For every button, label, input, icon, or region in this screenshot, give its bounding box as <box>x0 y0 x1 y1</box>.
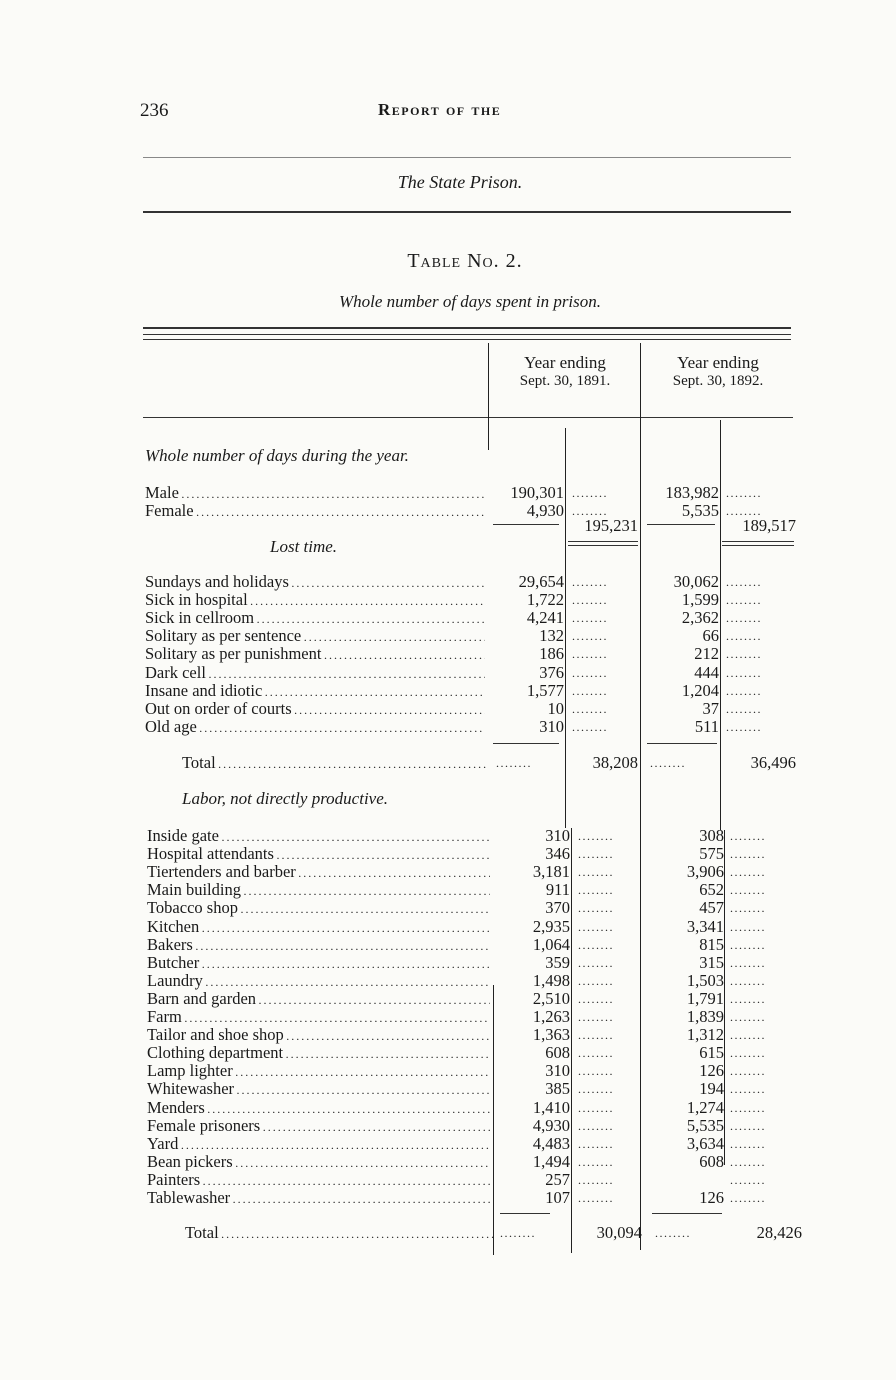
value-1892: 511 <box>694 716 719 736</box>
value-1891: 2,935 <box>532 916 570 936</box>
table-row <box>0 845 896 863</box>
leader-dots: ........ <box>730 1064 766 1079</box>
leader-dots: ........ <box>726 575 762 589</box>
row-label: Lamp lighter . . . <box>147 1062 490 1081</box>
leader-dots: ........ <box>572 665 608 680</box>
row-label: Tiertenders and barber . . . <box>147 863 490 882</box>
value-1892: 1,503 <box>686 970 724 990</box>
col-1892-heading <box>643 353 793 391</box>
leader-dots: ........ <box>572 701 608 716</box>
leader-dots: ........ <box>730 991 766 1006</box>
leader-dots: ........ <box>572 719 608 734</box>
leader-dots: ........ <box>730 1028 766 1043</box>
leader-dots: ........ <box>578 1010 614 1024</box>
leader-dots: ........ <box>572 575 608 589</box>
value-1892: 2,362 <box>681 608 719 628</box>
col-1892-heading-line1: Year ending <box>677 353 759 372</box>
value-1891: 370 <box>545 898 570 918</box>
table-row <box>0 1080 896 1098</box>
table-title: Table No. 2. <box>407 250 523 272</box>
value-1892: 66 <box>702 626 719 646</box>
leader-dots: ........ <box>500 1226 536 1240</box>
value-1891: 310 <box>539 716 564 736</box>
table-row <box>0 682 896 700</box>
leader-dots: ........ <box>578 991 614 1006</box>
value-1891: 29,654 <box>518 572 564 591</box>
leader-dots: ........ <box>730 865 766 880</box>
leader-dots: ........ <box>578 1136 614 1151</box>
leader-dots: ........ <box>730 847 766 862</box>
leader-dots: ........ <box>655 1226 691 1240</box>
leader-dots: ........ <box>726 647 762 662</box>
leader-dots: ........ <box>726 611 762 626</box>
section-labor-heading: Labor, not directly productive. <box>182 789 389 808</box>
table-row <box>0 1062 896 1080</box>
table-row <box>0 972 896 990</box>
leader-dots: ........ <box>572 593 608 608</box>
value-1892: 444 <box>694 662 719 682</box>
leader-dots: ........ <box>730 1154 766 1169</box>
leader-dots: ........ <box>578 973 614 988</box>
leader-dots: ........ <box>578 937 614 952</box>
labor-rule-1891 <box>500 1213 550 1214</box>
col-1891-heading-line2: Sept. 30, 1891. <box>519 373 611 389</box>
value-1892: 1,204 <box>681 680 719 700</box>
leader-dots: ........ <box>572 647 608 662</box>
value-1892: 652 <box>699 880 724 900</box>
row-label: Female prisoners . . . <box>147 1117 490 1136</box>
leader-dots: ........ <box>726 719 762 734</box>
leader-dots: ........ <box>730 937 766 952</box>
table-row <box>0 1044 896 1062</box>
value-1892: 212 <box>694 644 719 664</box>
leader-dots: ........ <box>726 504 762 518</box>
value-1892: 5,535 <box>686 1115 724 1135</box>
value-1891: 186 <box>539 644 564 664</box>
header-thick-rule <box>143 211 791 213</box>
table-caption: Whole number of days spent in prison. <box>338 292 602 311</box>
leader-dots: ........ <box>730 1046 766 1061</box>
value-1891: 190,301 <box>510 483 564 502</box>
leader-dots: ........ <box>578 1046 614 1061</box>
value-1891: 1,263 <box>532 1007 570 1026</box>
table-row <box>0 899 896 917</box>
row-label: Whitewasher . . . <box>147 1080 490 1099</box>
table-row <box>0 918 896 936</box>
leader-dots: ........ <box>726 486 762 500</box>
section-subtitle: The State Prison. <box>397 172 523 192</box>
col-1891-heading-line1: Year ending <box>524 353 606 372</box>
whole-total-1892: 189,517 <box>742 516 796 535</box>
lost-rule-1892 <box>647 743 717 744</box>
leader-dots: ........ <box>572 683 608 698</box>
leader-dots: ........ <box>578 1191 614 1205</box>
total-label: Total . . . <box>185 1224 493 1243</box>
row-label: Sick in hospital . . . <box>145 591 485 610</box>
leader-dots: ........ <box>578 955 614 970</box>
page-number: 236 <box>140 100 169 121</box>
leader-dots: ........ <box>578 1154 614 1169</box>
double-rule-1892 <box>722 545 794 546</box>
value-1892: 575 <box>699 844 724 864</box>
table-row <box>0 827 896 845</box>
value-1892: 815 <box>699 934 724 954</box>
labor-rule-1892 <box>652 1213 722 1214</box>
row-label: Insane and idiotic . . . <box>145 682 485 701</box>
table-row <box>0 645 896 663</box>
value-1892: 1,839 <box>686 1007 724 1026</box>
value-1891: 257 <box>545 1169 570 1189</box>
table-row <box>0 1026 896 1044</box>
value-1891: 1,363 <box>532 1025 570 1045</box>
double-rule-1891 <box>568 545 638 546</box>
leader-dots: ........ <box>578 1082 614 1097</box>
subtotal-rule-1891 <box>493 524 559 525</box>
row-label: Tablewasher . . . <box>147 1189 490 1208</box>
value-1892: 1,274 <box>686 1097 724 1117</box>
row-label: Old age . . . <box>145 718 485 737</box>
value-1892: 457 <box>699 898 724 918</box>
table-row <box>0 881 896 899</box>
leader-dots: ........ <box>578 865 614 880</box>
leader-dots: ........ <box>726 593 762 608</box>
vline-label <box>488 343 489 450</box>
table-row <box>0 936 896 954</box>
row-label: Barn and garden . . . <box>147 990 490 1009</box>
row-label: Painters . . . <box>147 1171 490 1190</box>
leader-dots: ........ <box>578 1118 614 1133</box>
row-label: Sundays and holidays . . . <box>145 573 485 592</box>
value-1891: 4,930 <box>526 501 564 520</box>
leader-dots: ........ <box>730 973 766 988</box>
value-1891: 4,483 <box>532 1133 570 1153</box>
value-1892: 608 <box>699 1151 724 1171</box>
leader-dots: ........ <box>726 683 762 698</box>
row-label: Tailor and shoe shop . . . <box>147 1026 490 1045</box>
row-label: Bean pickers . . . <box>147 1153 490 1172</box>
labor-total-row <box>0 1224 896 1242</box>
row-label: Inside gate . . . <box>147 827 490 846</box>
value-1891: 1,722 <box>526 590 564 610</box>
row-label: Bakers . . . <box>147 936 490 955</box>
value-1892: 3,341 <box>686 916 724 936</box>
leader-dots: ........ <box>730 829 766 843</box>
table-row <box>0 591 896 609</box>
value-1891: 107 <box>545 1188 570 1207</box>
value-1891: 132 <box>539 626 564 646</box>
value-1892: 308 <box>699 826 724 845</box>
table-row <box>0 1153 896 1171</box>
value-1891: 1,494 <box>532 1151 570 1171</box>
table-row <box>0 1099 896 1117</box>
leader-dots: ........ <box>578 883 614 898</box>
row-label: Main building . . . <box>147 881 490 900</box>
leader-dots: ........ <box>572 486 608 500</box>
leader-dots: ........ <box>726 665 762 680</box>
leader-dots: ........ <box>578 901 614 916</box>
header-thin-rule <box>143 157 791 158</box>
total-label: Total . . . <box>182 754 487 773</box>
col-1891-heading <box>490 353 640 391</box>
double-rule-1892 <box>722 541 794 542</box>
leader-dots: ........ <box>730 955 766 970</box>
value-1892: 1,312 <box>686 1025 724 1045</box>
row-label: Menders . . . <box>147 1099 490 1118</box>
row-label: Dark cell . . . <box>145 664 485 683</box>
value-1892: 126 <box>699 1061 724 1081</box>
value-1892: 5,535 <box>681 501 719 520</box>
value-1891: 385 <box>545 1079 570 1099</box>
lost-rule-1891 <box>493 743 559 744</box>
row-label: Hospital attendants . . . <box>147 845 490 864</box>
row-label: Solitary as per sentence . . . <box>145 627 485 646</box>
value-1891: 4,930 <box>532 1115 570 1135</box>
value-1891: 608 <box>545 1043 570 1063</box>
leader-dots: ........ <box>726 629 762 644</box>
leader-dots: ........ <box>578 847 614 862</box>
table-row <box>0 1171 896 1189</box>
leader-dots: ........ <box>650 756 686 770</box>
value-1892: 1,599 <box>681 590 719 610</box>
leader-dots: ........ <box>572 611 608 626</box>
table-top-rule-1 <box>143 327 791 329</box>
col-1892-heading-line2: Sept. 30, 1892. <box>672 373 764 389</box>
value-1891: 376 <box>539 662 564 682</box>
value-1891: 1,064 <box>532 934 570 954</box>
table-top-rule-3 <box>143 339 791 340</box>
row-label: Yard . . . <box>147 1135 490 1154</box>
row-label: Tobacco shop . . . <box>147 899 490 918</box>
row-label: Male . . . <box>145 484 485 503</box>
leader-dots: ........ <box>726 701 762 716</box>
table-row <box>0 627 896 645</box>
table-row <box>0 1189 896 1207</box>
table-row <box>0 1008 896 1026</box>
labor-total-1891: 30,094 <box>596 1223 642 1242</box>
leader-dots: ........ <box>730 1136 766 1151</box>
value-1891: 346 <box>545 844 570 864</box>
table-row <box>0 700 896 718</box>
leader-dots: ........ <box>496 756 532 770</box>
heading-underline <box>143 417 793 418</box>
table-row <box>0 954 896 972</box>
running-title: Report of the <box>378 100 502 119</box>
leader-dots: ........ <box>572 504 608 518</box>
value-1892: 37 <box>702 698 719 718</box>
table-row <box>0 1117 896 1135</box>
value-1891: 1,498 <box>532 970 570 990</box>
value-1891: 10 <box>547 698 564 718</box>
value-1891: 2,510 <box>532 988 570 1008</box>
value-1891: 1,577 <box>526 680 564 700</box>
row-label: Female . . . <box>145 502 485 521</box>
labor-total-1892: 28,426 <box>756 1223 802 1242</box>
leader-dots: ........ <box>578 919 614 934</box>
row-label: Clothing department . . . <box>147 1044 490 1063</box>
value-1891: 3,181 <box>532 862 570 882</box>
value-1892: 3,906 <box>686 862 724 882</box>
value-1892: 126 <box>699 1188 724 1207</box>
row-label: Kitchen . . . <box>147 918 490 937</box>
value-1892: 615 <box>699 1043 724 1063</box>
value-1891: 4,241 <box>526 608 564 628</box>
row-label: Sick in cellroom . . . <box>145 609 485 628</box>
row-label: Laundry . . . <box>147 972 490 991</box>
row-label: Farm . . . <box>147 1008 490 1027</box>
row-label: Butcher . . . <box>147 954 490 973</box>
table-row <box>0 1135 896 1153</box>
leader-dots: ........ <box>578 1172 614 1187</box>
leader-dots: ........ <box>572 629 608 644</box>
row-label: Out on order of courts . . . <box>145 700 485 719</box>
value-1892: 3,634 <box>686 1133 724 1153</box>
value-1892: 194 <box>699 1079 724 1099</box>
table-top-rule-2 <box>143 334 791 335</box>
leader-dots: ........ <box>730 1010 766 1024</box>
lost-total-row <box>0 754 896 772</box>
subtotal-rule-1892 <box>647 524 715 525</box>
table-row <box>0 863 896 881</box>
leader-dots: ........ <box>730 883 766 898</box>
table-row <box>0 609 896 627</box>
value-1892: 183,982 <box>665 483 719 502</box>
double-rule-1891 <box>568 541 638 542</box>
leader-dots: ........ <box>730 1191 766 1205</box>
table-row <box>0 718 896 736</box>
section-lost-heading: Lost time. <box>270 537 338 556</box>
value-1891: 310 <box>545 1061 570 1081</box>
value-1891: 310 <box>545 826 570 845</box>
value-1892: 315 <box>699 952 724 972</box>
leader-dots: ........ <box>730 1118 766 1133</box>
leader-dots: ........ <box>578 1028 614 1043</box>
value-1891: 359 <box>545 952 570 972</box>
table-row <box>0 664 896 682</box>
row-label: Solitary as per punishment . . . <box>145 645 485 664</box>
leader-dots: ........ <box>730 919 766 934</box>
table-row <box>0 573 896 591</box>
section-whole-heading: Whole number of days during the year. <box>145 446 409 465</box>
value-1892: 30,062 <box>673 572 719 591</box>
lost-total-1891: 38,208 <box>592 753 638 772</box>
value-1891: 911 <box>545 880 570 900</box>
table-row <box>0 990 896 1008</box>
lost-total-1892: 36,496 <box>750 753 796 772</box>
leader-dots: ........ <box>730 1172 766 1187</box>
value-1891: 1,410 <box>532 1097 570 1117</box>
whole-total-1891: 195,231 <box>584 516 638 535</box>
table-row <box>0 484 896 502</box>
leader-dots: ........ <box>730 901 766 916</box>
leader-dots: ........ <box>578 1064 614 1079</box>
leader-dots: ........ <box>578 829 614 843</box>
value-1892: 1,791 <box>686 988 724 1008</box>
leader-dots: ........ <box>578 1100 614 1115</box>
leader-dots: ........ <box>730 1082 766 1097</box>
leader-dots: ........ <box>730 1100 766 1115</box>
